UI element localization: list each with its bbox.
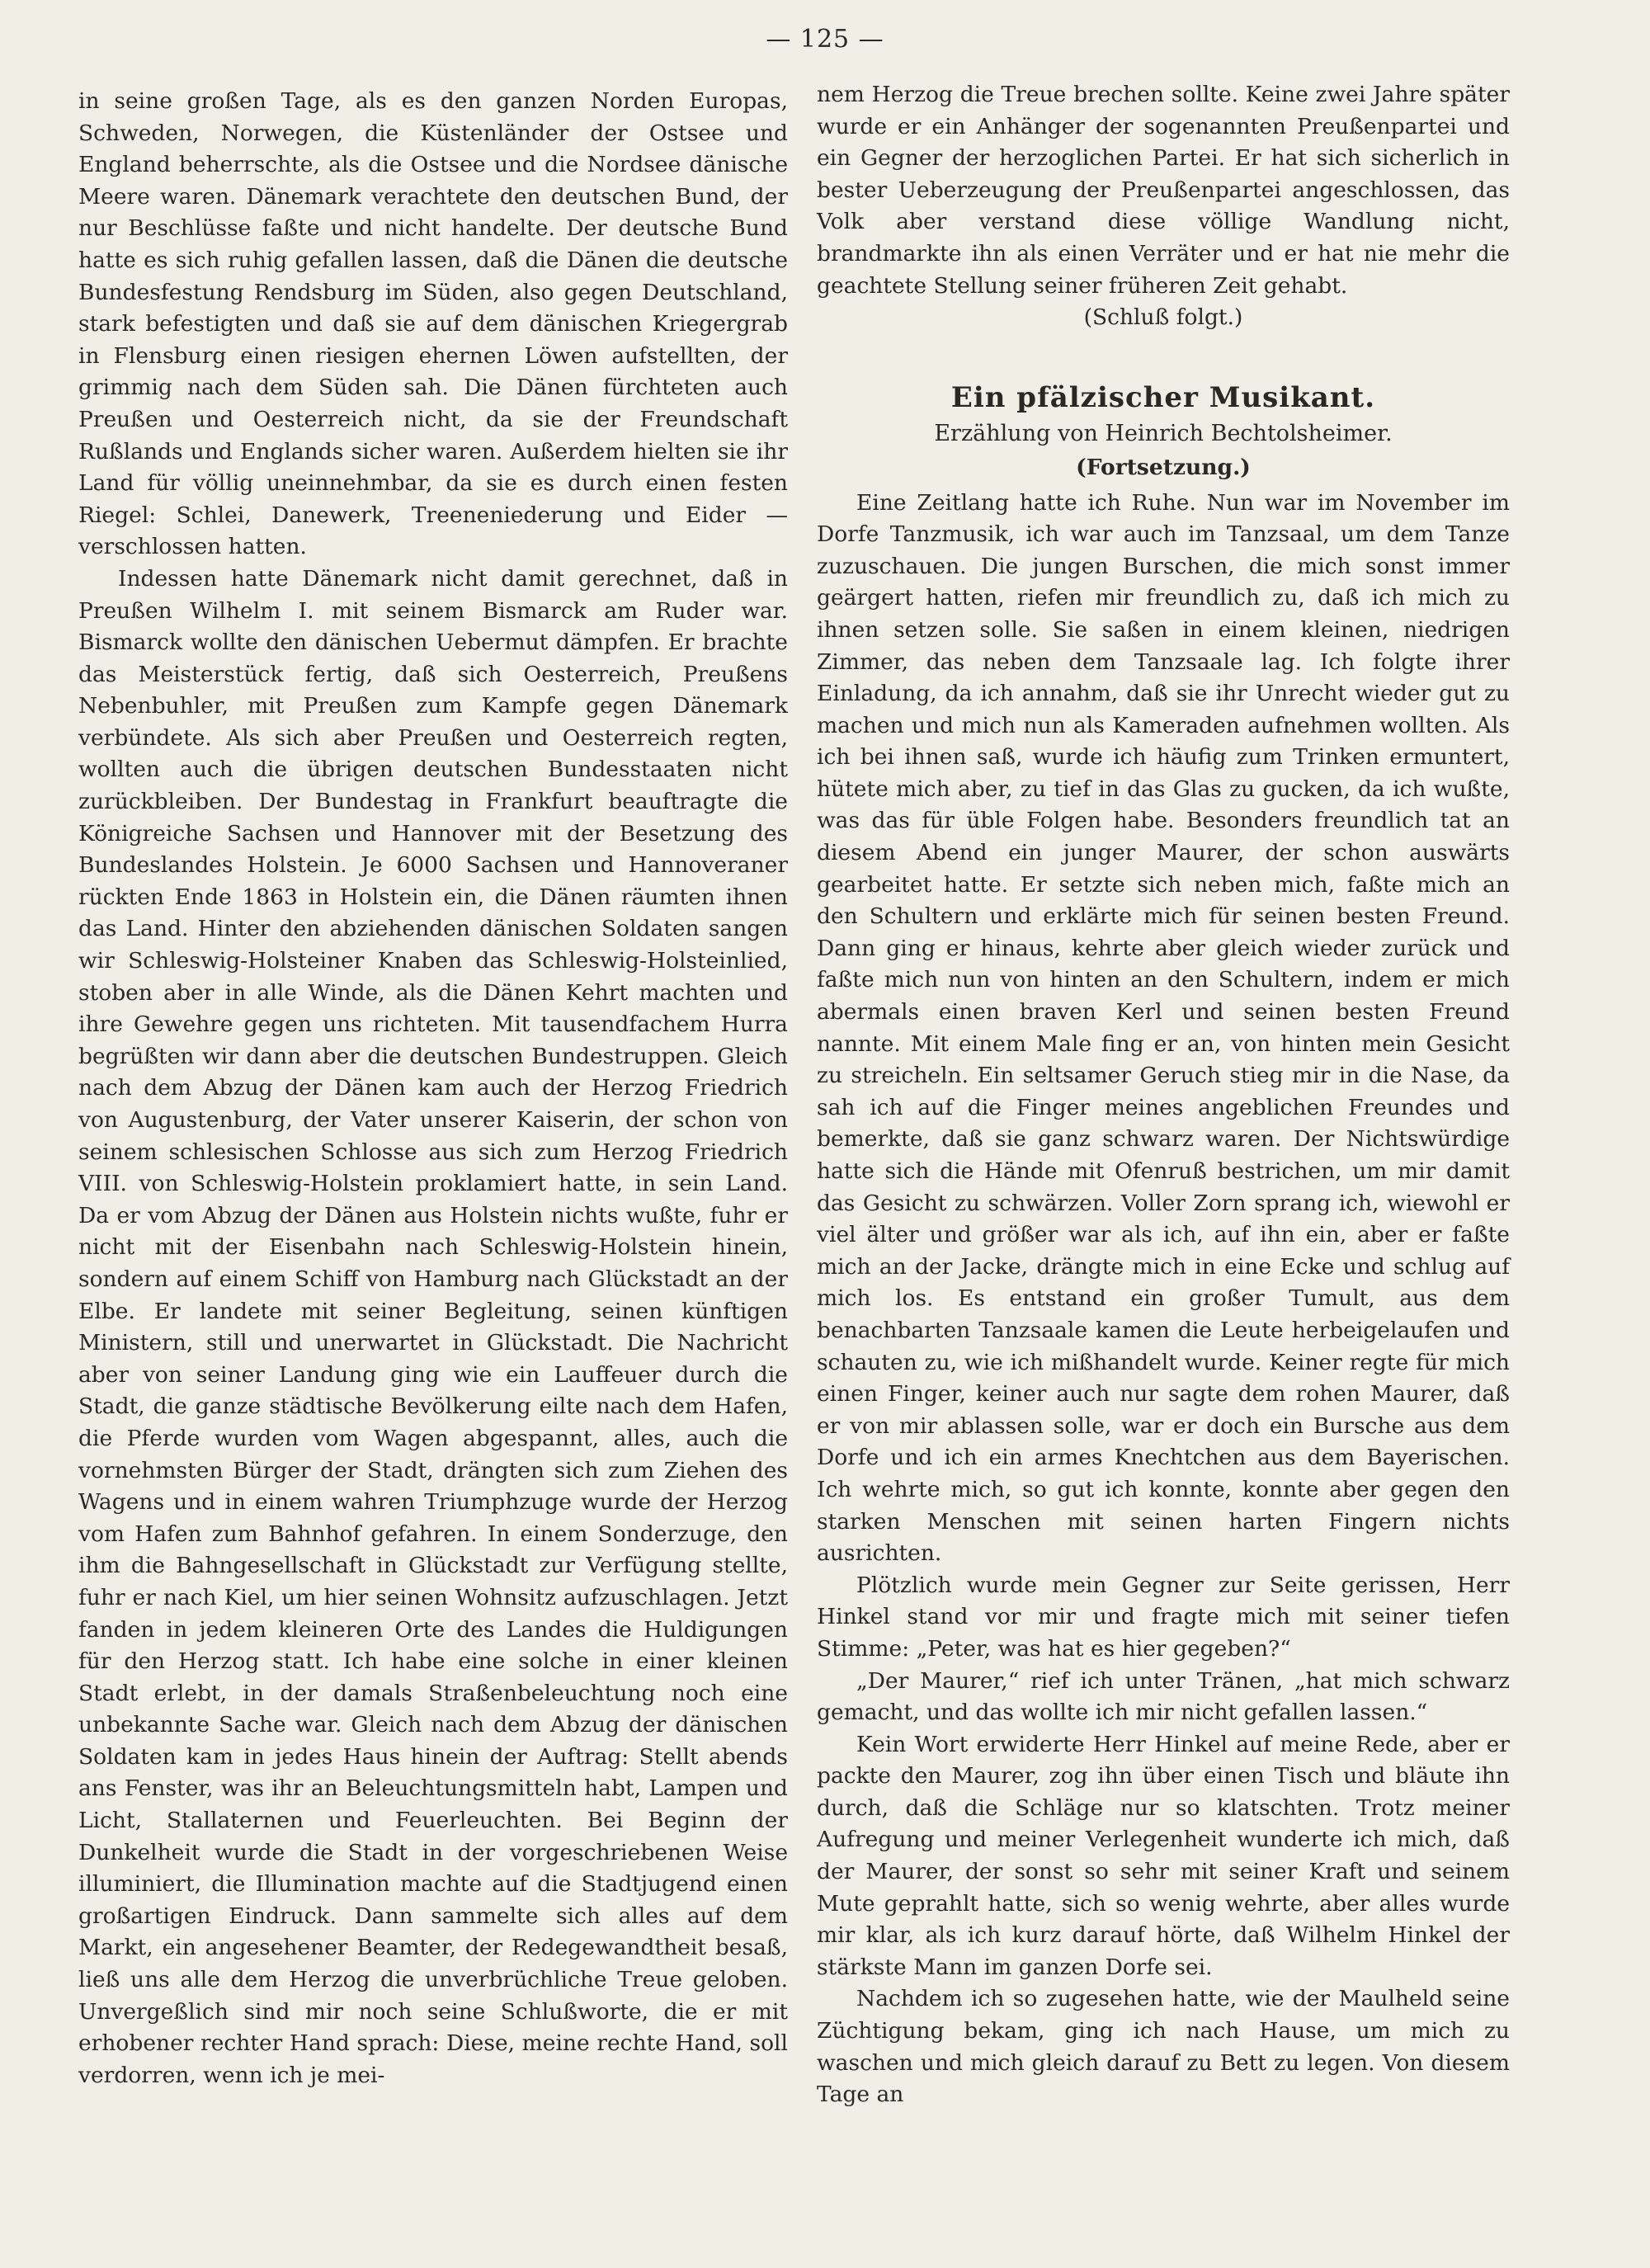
page-number: — 125 — [766,25,884,54]
story-author: Erzählung von Heinrich Bechtolsheimer. [934,421,1393,447]
paragraph: „Der Maurer,“ rief ich unter Tränen, „hat mich schwarz gemacht, und das wollte ich mir nicht gefallen lassen.“ [817,1667,1510,1726]
left-column [78,86,788,2091]
story-title: Ein pfälzischer Musikant. [950,380,1376,414]
paragraph: Indessen hatte Dänemark nicht damit gerechnet, daß in Preußen Wilhelm I. mit seinem Bismarck am Ruder war. Bismarck wollte den dänischen Uebermut dämpfen. Er brachte das Meisterstück fertig, daß sich Oesterreich, Preußens Nebenbuhler, mit Preußen zum Kampfe gegen Dänemark verbündete. Als sich aber Preußen und Oesterreich regten, wollten auch die übrigen deutschen Bundesstaaten nicht zurückbleiben. Der Bundestag in Frankfurt beauftragte die Königreiche Sachsen und Hannover mit der Besetzung des Bundeslandes Holstein. Je 6000 Sachsen und Hannoveraner rückten Ende 1863 in Holstein ein, die Dänen räumten ihnen das Land. Hinter den abziehenden dänischen Soldaten sangen wir Schleswig-Holsteiner Knaben das Schleswig-Holsteinlied, stoben aber in alle Winde, als die Dänen Kehrt machten und ihre Gewehre gegen uns richteten. Mit tausendfachem Hurra begrüßten wir dann aber die deutschen Bundestruppen. Gleich nach dem Abzug der Dänen kam auch der Herzog Friedrich von Augustenburg, der Vater unserer Kaiserin, der schon von seinem schlesischen Schlosse aus sich zum Herzog Friedrich VIII. von Schleswig-Holstein proklamiert hatte, in sein Land. Da er vom Abzug der Dänen aus Holstein nichts wußte, fuhr er nicht mit der Eisenbahn nach Schleswig-Holstein hinein, sondern auf einem Schiff von Hamburg nach Glückstadt an der Elbe. Er landete mit seiner Begleitung, seinen künftigen Ministern, still und unerwartet in Glückstadt. Die Nachricht aber von seiner Landung ging wie ein Lauffeuer durch die Stadt, die ganze städtische Bevölkerung eilte nach dem Hafen, die Pferde wurden vom Wagen abgespannt, alles, auch die vornehmsten Bürger der Stadt, drängten sich zum Ziehen des Wagens und in einem wahren Triumphzuge wurde der Herzog vom Hafen zum Bahnhof gefahren. In einem Sonderzuge, den ihm die Bahngesellschaft in Glückstadt zur Verfügung stellte, fuhr er nach Kiel, um hier seinen Wohnsitz aufzuschlagen. Jetzt fanden in jedem kleineren Orte des Landes die Huldigungen für den Herzog statt. Ich habe eine solche in einer kleinen Stadt erlebt, in der damals Straßenbeleuchtung noch eine unbekannte Sache war. Gleich nach dem Abzug der dänischen Soldaten kam in jedes Haus hinein der Auftrag: Stellt abends ans Fenster, was ihr an Beleuchtungsmitteln habt, Lampen und Licht, Stallaternen und Feuerleuchten. Bei Beginn der Dunkelheit wurde die Stadt in der vorgeschriebenen Weise illuminiert, die Illumination machte auf die Stadtjugend einen großartigen Eindruck. Dann sammelte sich alles auf dem Markt, ein angesehener Beamter, der Redegewandtheit besaß, ließ uns alle dem Herzog die unverbrüchliche Treue geloben. Unvergeßlich sind mir noch seine Schlußworte, die er mit erhobener rechter Hand sprach: Diese, meine rechte Hand, soll verdorren, wenn ich je mei- [78,565,788,2088]
paragraph: nem Herzog die Treue brechen sollte. Keine zwei Jahre später wurde er ein Anhänger der sogenannten Preußenpartei und ein Gegner der herzoglichen Partei. Er hat sich sicherlich in bester Ueberzeugung der Preußenpartei angeschlossen, das Volk aber verstand diese völlige Wandlung nicht, brandmarkte ihn als einen Verräter und er hat nie mehr die geachtete Stellung seiner früheren Zeit gehabt. [817,82,1510,299]
paragraph: Plötzlich wurde mein Gegner zur Seite gerissen, Herr Hinkel stand vor mir und fragte mich mit seiner tiefen Stimme: „Peter, was hat es hier gegeben?“ [817,1572,1510,1662]
paragraph: Eine Zeitlang hatte ich Ruhe. Nun war im November im Dorfe Tanzmusik, ich war auch im Tanzsaal, um dem Tanze zuzuschauen. Die jungen Burschen, die mich sonst immer geärgert hatten, riefen mir freundlich zu, daß ich mich zu ihnen setzen solle. Sie saßen in einem kleinen, niedrigen Zimmer, das neben dem Tanzsaale lag. Ich folgte ihrer Einladung, da ich annahm, daß sie ihr Unrecht wieder gut zu machen und mich nun als Kameraden aufnehmen wollten. Als ich bei ihnen saß, wurde ich häufig zum Trinken ermuntert, hütete mich aber, zu tief in das Glas zu gucken, da ich wußte, was das für üble Folgen habe. Besonders freundlich tat an diesem Abend ein junger Maurer, der schon auswärts gearbeitet hatte. Er setzte sich neben mich, faßte mich an den Schultern und erklärte mich für seinen besten Freund. Dann ging er hinaus, kehrte aber gleich wieder zurück und faßte mich nun von hinten an den Schultern, indem er mich abermals einen braven Kerl und seinen besten Freund nannte. Mit einem Male fing er an, von hinten mein Gesicht zu streicheln. Ein seltsamer Geruch stieg mir in die Nase, da sah ich auf die Finger meines angeblichen Freundes und bemerkte, daß sie ganz schwarz waren. Der Nichtswürdige hatte sich die Hände mit Ofenruß bestrichen, um mir damit das Gesicht zu schwärzen. Voller Zorn sprang ich, wiewohl er viel älter und größer war als ich, auf ihn ein, aber er faßte mich an der Jacke, drängte mich in eine Ecke und schlug auf mich los. Es entstand ein großer Tumult, aus dem benachbarten Tanzsaale kamen die Leute herbeigelaufen und schauten zu, wie ich mißhandelt wurde. Keiner regte für mich einen Finger, keiner auch nur sagte dem rohen Maurer, daß er von mir ablassen solle, war er doch ein Bursche aus dem Dorfe und ich ein armes Knechtchen aus dem Bayerischen. Ich wehrte mich, so gut ich konnte, konnte aber gegen den starken Menschen mit seinen harten Fingern nichts ausrichten. [817,489,1510,1567]
to-be-concluded-note: (Schluß folgt.) [1083,304,1243,331]
paragraph: in seine großen Tage, als es den ganzen Norden Europas, Schweden, Norwegen, die Küstenländer der Ostsee und England beherrschte, als die Ostsee und die Nordsee dänische Meere waren. Dänemark verachtete den deutschen Bund, der nur Beschlüsse faßte und nicht handelte. Der deutsche Bund hatte es sich ruhig gefallen lassen, daß die Dänen die deutsche Bundesfestung Rendsburg im Süden, also gegen Deutschland, stark befestigten und daß sie auf dem dänischen Kriegergrab in Flensburg einen riesigen ehernen Löwen aufstellten, der grimmig nach dem Süden sah. Die Dänen fürchteten auch Preußen und Oesterreich nicht, da sie der Freundschaft Rußlands und Englands sicher waren. Außerdem hielten sie ihr Land für völlig uneinnehmbar, da sie es durch einen festen Riegel: Schlei, Danewerk, Treeneniederung und Eider — verschlossen hatten. [78,88,788,560]
right-column [817,79,1510,2111]
continuation-note: (Fortsetzung.) [1076,454,1251,480]
paragraph: Nachdem ich so zugesehen hatte, wie der Maulheld seine Züchtigung bekam, ging ich nach Hause, um mich zu waschen und mich gleich darauf zu Bett zu legen. Von diesem Tage an [817,1986,1510,2108]
paragraph: Kein Wort erwiderte Herr Hinkel auf meine Rede, aber er packte den Maurer, zog ihn über einen Tisch und bläute ihn durch, daß die Schläge nur so klatschten. Trotz meiner Aufregung und meiner Verlegenheit wunderte ich mich, daß der Maurer, der sonst so sehr mit seiner Kraft und seinem Mute geprahlt hatte, sich so wenig wehrte, aber alles wurde mir klar, als ich kurz darauf hörte, daß Wilhelm Hinkel der stärkste Mann im ganzen Dorfe sei. [817,1731,1510,1980]
